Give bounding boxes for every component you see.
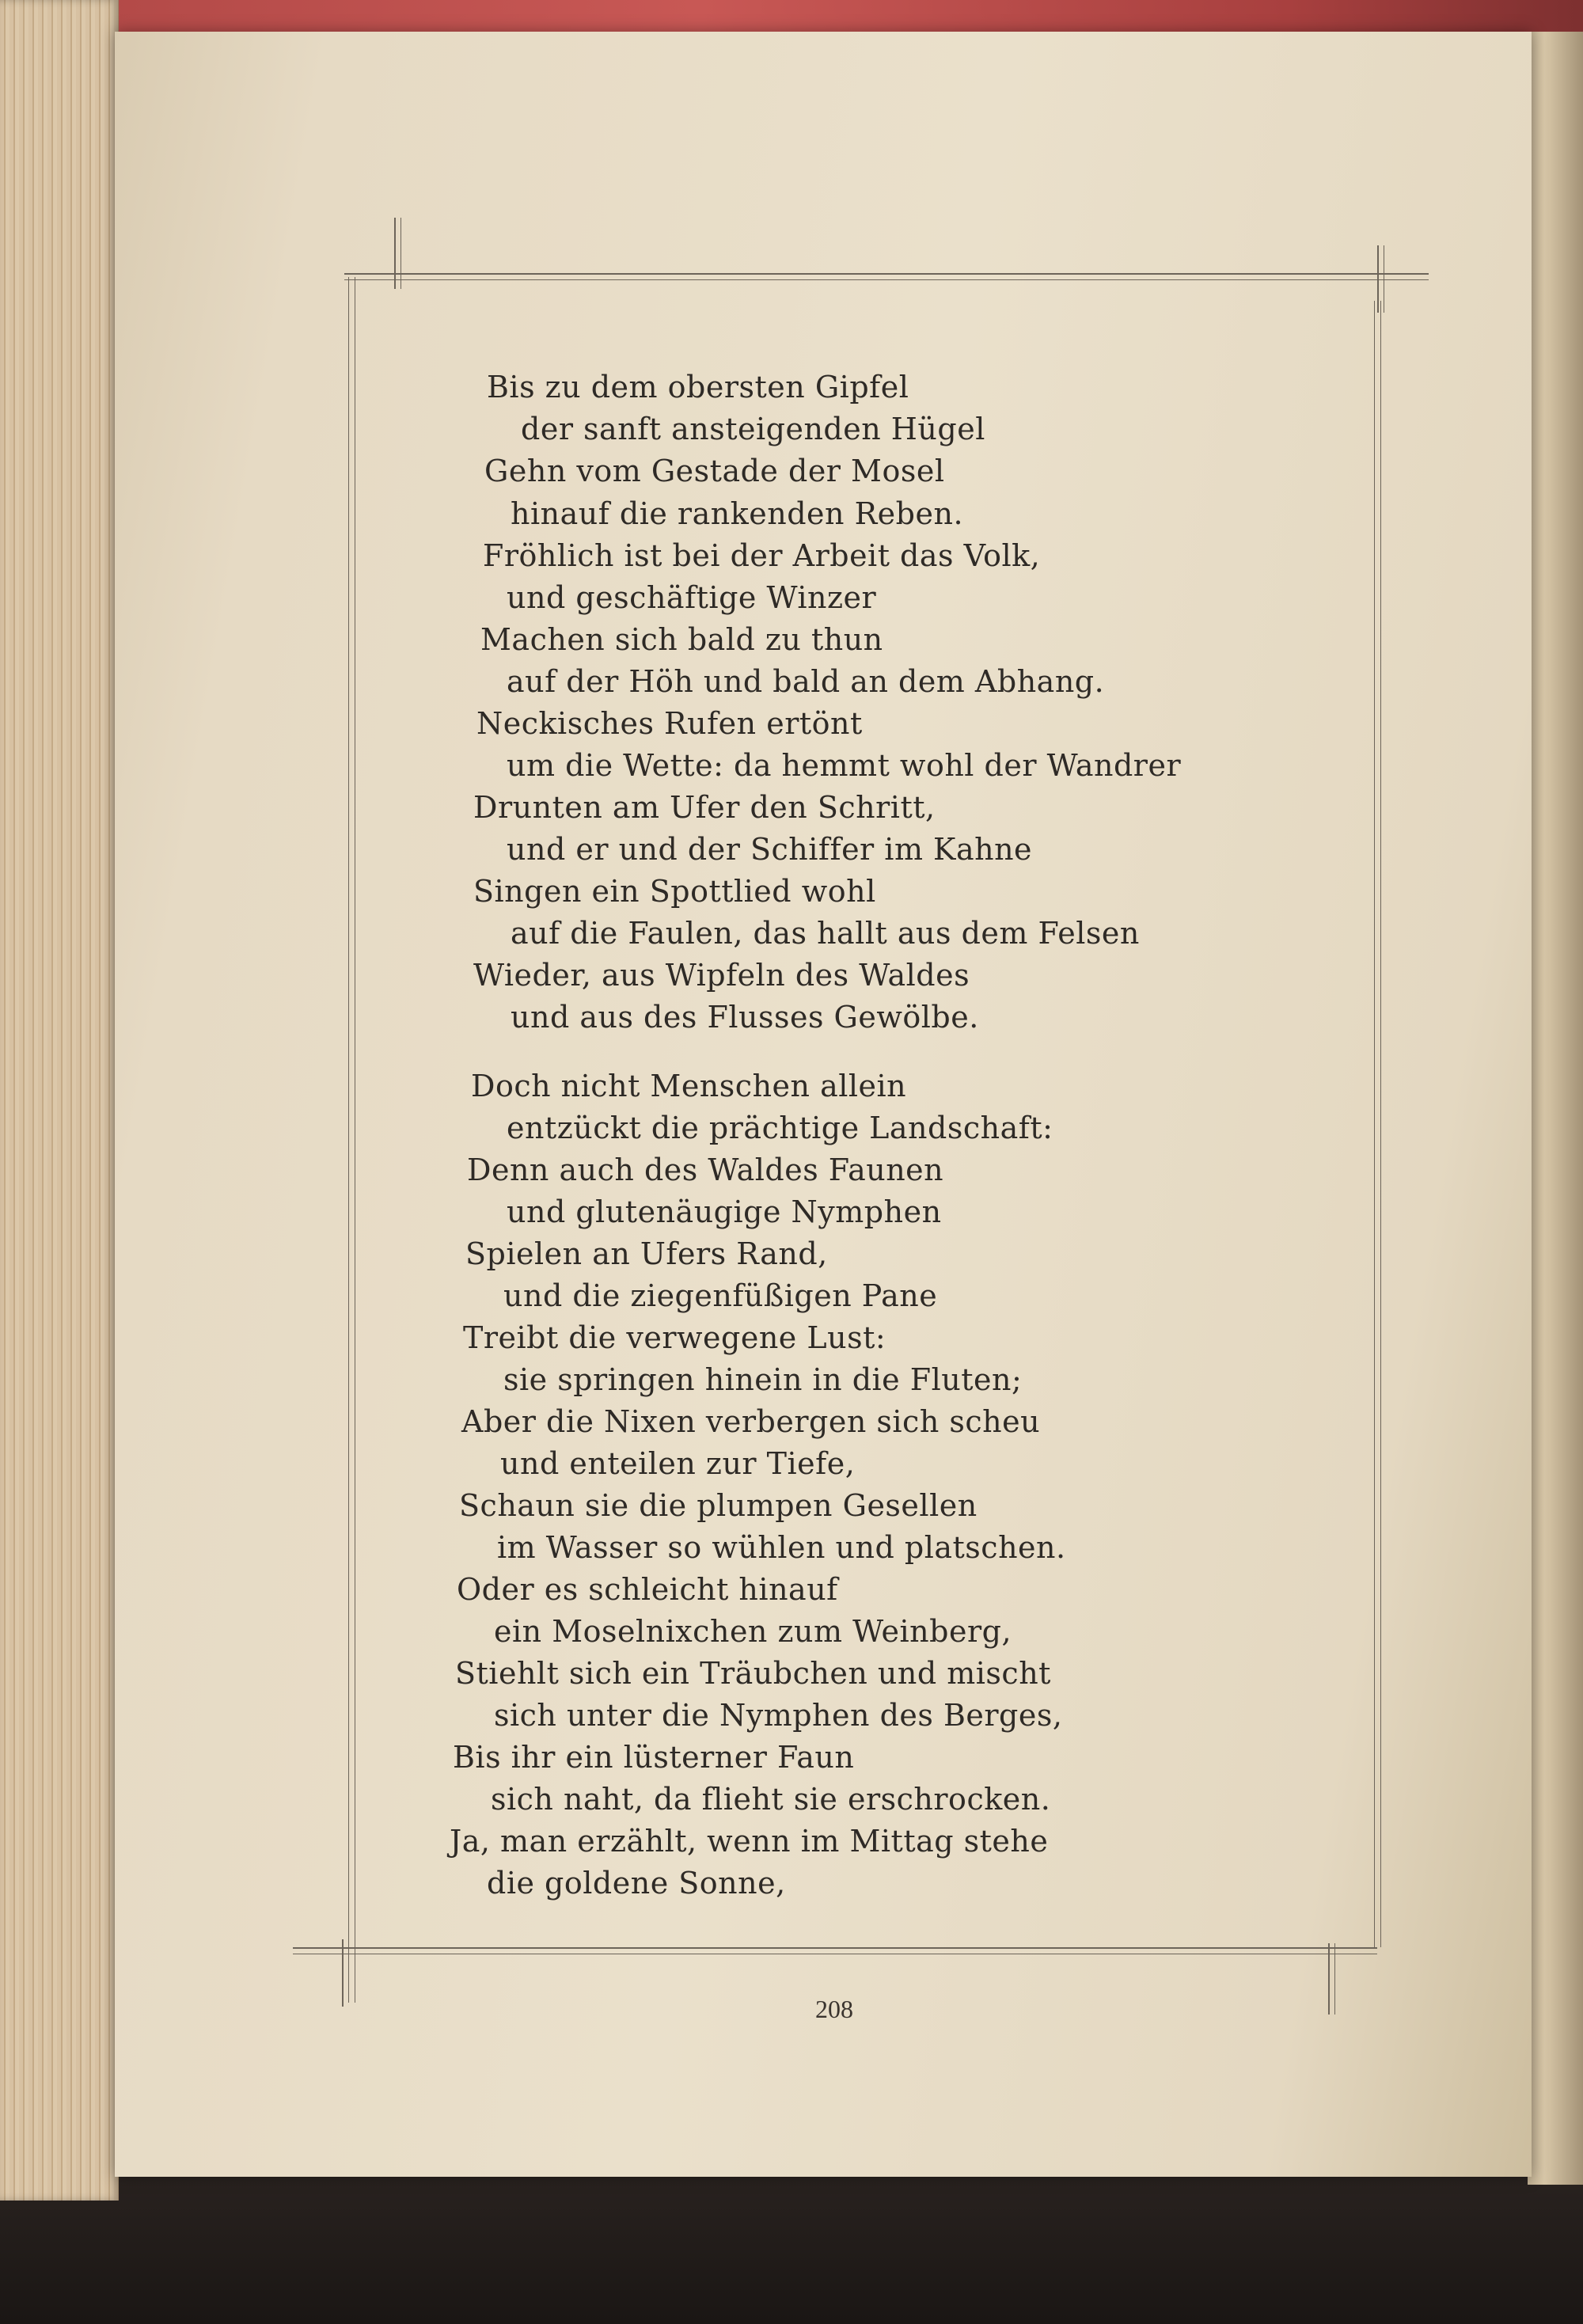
poem-line: Bis zu dem obersten Gipfel	[487, 370, 909, 404]
poem-line: und die ziegenfüßigen Pane	[503, 1278, 938, 1313]
poem-line: Treibt die verwegene Lust:	[463, 1320, 886, 1355]
poem-line: Drunten am Ufer den Schritt,	[473, 790, 936, 825]
poem-line: und glutenäugige Nymphen	[507, 1194, 942, 1229]
poem-line: sie springen hinein in die Fluten;	[503, 1362, 1023, 1397]
poem-line: Stiehlt sich ein Träubchen und mischt	[455, 1656, 1051, 1691]
poem-line: Neckisches Rufen ertönt	[476, 706, 863, 741]
poem-line: Aber die Nixen verbergen sich scheu	[461, 1404, 1041, 1439]
page-number: 208	[815, 1995, 853, 2023]
poem-line: Ja, man erzählt, wenn im Mittag stehe	[450, 1824, 1049, 1859]
poem-line: Schaun sie die plumpen Gesellen	[459, 1488, 978, 1523]
poem-line: im Wasser so wühlen und platschen.	[497, 1530, 1066, 1565]
poem-line: Doch nicht Menschen allein	[471, 1069, 907, 1103]
poem-line: Singen ein Spottlied wohl	[473, 874, 876, 909]
poem-line: ein Moselnixchen zum Weinberg,	[494, 1614, 1012, 1649]
poem-line: um die Wette: da hemmt wohl der Wandrer	[507, 748, 1182, 783]
poem-line: Bis ihr ein lüsterner Faun	[453, 1740, 855, 1775]
poem-line: Oder es schleicht hinauf	[457, 1572, 838, 1607]
poem-line: und geschäftige Winzer	[507, 580, 877, 615]
poem-line: auf die Faulen, das hallt aus dem Felsen	[511, 916, 1140, 951]
poem-line: und er und der Schiffer im Kahne	[507, 832, 1033, 867]
poem-line: Gehn vom Gestade der Mosel	[484, 454, 945, 488]
poem-line: sich naht, da flieht sie erschrocken.	[491, 1782, 1051, 1817]
poem-line: auf der Höh und bald an dem Abhang.	[507, 664, 1105, 699]
poem-line: Wieder, aus Wipfeln des Waldes	[473, 958, 970, 993]
poem-line: sich unter die Nymphen des Berges,	[494, 1698, 1063, 1733]
poem-line: und aus des Flusses Gewölbe.	[511, 1000, 979, 1035]
poem-line: hinauf die rankenden Reben.	[511, 496, 964, 531]
poem-line: der sanft ansteigenden Hügel	[521, 412, 985, 446]
poem-line: Spielen an Ufers Rand,	[465, 1236, 828, 1271]
poem-line: Machen sich bald zu thun	[480, 622, 883, 657]
poem-line: Fröhlich ist bei der Arbeit das Volk,	[483, 538, 1041, 573]
poem-line: Denn auch des Waldes Faunen	[467, 1153, 944, 1187]
poem-line: die goldene Sonne,	[487, 1866, 786, 1901]
poem-line: entzückt die prächtige Landschaft:	[507, 1111, 1053, 1145]
poem-line: und enteilen zur Tiefe,	[500, 1446, 856, 1481]
